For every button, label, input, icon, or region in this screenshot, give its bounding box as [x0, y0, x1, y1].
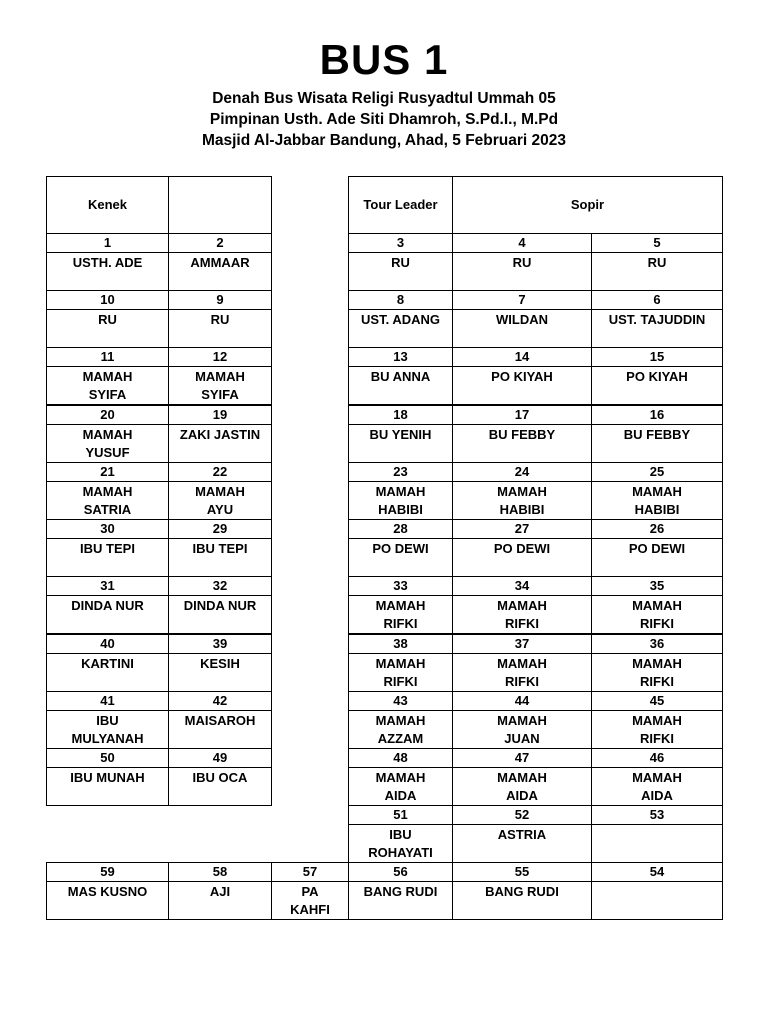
seat-occupant-name: RU [210, 312, 230, 327]
seat-occupant-cell [271, 881, 349, 920]
seat-occupant-cell [348, 309, 453, 348]
seat-occupant-cell [591, 767, 723, 806]
seat-occupant-name: AMMAAR [190, 255, 250, 270]
seat-number: 51 [348, 805, 453, 825]
seat-occupant-name: ZAKI JASTIN [179, 427, 261, 442]
seat-number: 48 [348, 748, 453, 768]
seat-occupant-cell [348, 653, 453, 692]
seat-occupant-name: MAMAH AYU [195, 484, 245, 517]
seat-number: 33 [348, 576, 453, 596]
seat-number: 28 [348, 519, 453, 539]
seat-occupant-name: MAMAH AIDA [632, 770, 682, 803]
seat-occupant-cell [452, 710, 592, 749]
seat-number: 56 [348, 862, 453, 882]
seat-occupant-cell [168, 252, 272, 291]
seat-number: 43 [348, 691, 453, 711]
seat-occupant-name: MAMAH HABIBI [375, 484, 426, 517]
seat-occupant-name: RU [391, 255, 410, 270]
seat-occupant-name: BU YENIH [369, 427, 432, 442]
seat-number: 32 [168, 576, 272, 596]
seat-occupant-name: BU FEBBY [488, 427, 556, 442]
seat-number: 17 [452, 405, 592, 425]
subtitle-line-1: Denah Bus Wisata Religi Rusyadtul Ummah 05 [212, 90, 556, 107]
seat-number: 41 [46, 691, 169, 711]
seat-occupant-name: MAMAH JUAN [497, 713, 547, 746]
seat-occupant-cell [591, 824, 723, 863]
seat-occupant-name: MAMAH SATRIA [82, 484, 133, 517]
seat-occupant-name: IBU TEPI [80, 541, 135, 556]
seat-occupant-name: UST. ADANG [361, 312, 440, 327]
seat-number: 55 [452, 862, 592, 882]
seat-number: 26 [591, 519, 723, 539]
seat-occupant-cell [168, 481, 272, 520]
seat-number: 47 [452, 748, 592, 768]
seat-number: 5 [591, 233, 723, 253]
seat-occupant-cell [46, 881, 169, 920]
seat-occupant-cell [591, 366, 723, 405]
seat-occupant-name: MAMAH RIFKI [632, 598, 682, 631]
seat-number: 10 [46, 290, 169, 310]
seat-occupant-name: MAMAH HABIBI [632, 484, 682, 517]
seat-occupant-cell [452, 595, 592, 634]
seat-occupant-cell [168, 309, 272, 348]
seat-occupant-name: MAMAH RIFKI [497, 598, 547, 631]
seat-occupant-name: AJI [209, 884, 231, 899]
seat-occupant-name: MAMAH SYIFA [82, 369, 133, 402]
seat-occupant-name: KESIH [200, 656, 240, 671]
seat-number: 59 [46, 862, 169, 882]
seat-number: 52 [452, 805, 592, 825]
seat-occupant-name: BU ANNA [370, 369, 431, 384]
seat-occupant-name: MAMAH RIFKI [497, 656, 547, 689]
seat-number: 4 [452, 233, 592, 253]
seat-number: 8 [348, 290, 453, 310]
seat-occupant-cell [348, 424, 453, 463]
seat-occupant-name: IBU MULYANAH [71, 713, 144, 746]
seat-occupant-cell [452, 481, 592, 520]
seat-occupant-name: BANG RUDI [363, 884, 438, 899]
seat-number: 42 [168, 691, 272, 711]
seat-number: 46 [591, 748, 723, 768]
seat-number: 25 [591, 462, 723, 482]
seat-number: 30 [46, 519, 169, 539]
seat-number: 7 [452, 290, 592, 310]
seat-number: 34 [452, 576, 592, 596]
seat-occupant-name: MAMAH RIFKI [632, 656, 682, 689]
seat-occupant-cell [348, 595, 453, 634]
seat-occupant-name: MAMAH SYIFA [195, 369, 245, 402]
seat-occupant-name: PO DEWI [493, 541, 551, 556]
seat-occupant-cell [46, 595, 169, 634]
seat-number: 9 [168, 290, 272, 310]
seat-occupant-cell [452, 767, 592, 806]
seat-occupant-name: PO DEWI [372, 541, 429, 556]
seat-number: 49 [168, 748, 272, 768]
seat-occupant-cell [168, 366, 272, 405]
seat-occupant-cell [591, 538, 723, 577]
seat-occupant-name: MAS KUSNO [67, 884, 148, 899]
seat-occupant-cell [591, 309, 723, 348]
seat-number: 18 [348, 405, 453, 425]
seat-occupant-cell [348, 538, 453, 577]
seat-number: 58 [168, 862, 272, 882]
seat-occupant-name: ASTRIA [497, 827, 547, 842]
seat-number: 20 [46, 405, 169, 425]
seat-occupant-cell [348, 252, 453, 291]
seat-occupant-name: PA KAHFI [290, 884, 330, 917]
seat-occupant-name: MAMAH YUSUF [82, 427, 133, 460]
seat-occupant-cell [591, 424, 723, 463]
seat-occupant-name: IBU OCA [192, 770, 248, 785]
seat-number: 22 [168, 462, 272, 482]
seat-occupant-name: DINDA NUR [183, 598, 257, 613]
seat-occupant-cell [348, 881, 453, 920]
seat-number: 1 [46, 233, 169, 253]
seat-number: 57 [271, 862, 349, 882]
seat-occupant-cell [168, 653, 272, 692]
page-title: BUS 1 [319, 36, 449, 83]
seat-number: 50 [46, 748, 169, 768]
seat-occupant-cell [591, 653, 723, 692]
seat-occupant-name: BANG RUDI [485, 884, 559, 899]
seat-occupant-cell [348, 366, 453, 405]
seat-number: 38 [348, 634, 453, 654]
seat-occupant-name: MAMAH HABIBI [497, 484, 547, 517]
seat-number: 45 [591, 691, 723, 711]
seat-occupant-name: UST. TAJUDDIN [608, 312, 706, 327]
seat-occupant-name: WILDAN [496, 312, 548, 327]
header-kenek: Kenek [46, 176, 169, 234]
seat-occupant-name: MAMAH RIFKI [375, 656, 426, 689]
seat-number: 37 [452, 634, 592, 654]
seat-number: 39 [168, 634, 272, 654]
seat-occupant-name: IBU TEPI [192, 541, 248, 556]
seat-occupant-cell [46, 767, 169, 806]
seat-occupant-cell [168, 595, 272, 634]
seat-occupant-cell [168, 881, 272, 920]
seat-number: 12 [168, 347, 272, 367]
seat-number: 14 [452, 347, 592, 367]
seat-number: 23 [348, 462, 453, 482]
seat-occupant-cell [46, 538, 169, 577]
seat-occupant-name: RU [647, 255, 667, 270]
seat-occupant-cell [452, 366, 592, 405]
seat-occupant-name: BU FEBBY [623, 427, 691, 442]
seat-number: 53 [591, 805, 723, 825]
seat-occupant-name: PO KIYAH [491, 369, 553, 384]
seat-occupant-name: DINDA NUR [71, 598, 144, 613]
seat-occupant-cell [348, 824, 453, 863]
subtitle-line-2: Pimpinan Usth. Ade Siti Dhamroh, S.Pd.I., M.Pd [209, 111, 559, 128]
seat-occupant-cell [348, 767, 453, 806]
seat-occupant-cell [452, 881, 592, 920]
seat-occupant-cell [46, 481, 169, 520]
seat-occupant-name: RU [98, 312, 117, 327]
seat-number: 13 [348, 347, 453, 367]
seat-occupant-cell [46, 309, 169, 348]
seat-number: 54 [591, 862, 723, 882]
seat-occupant-cell [591, 710, 723, 749]
seat-number: 36 [591, 634, 723, 654]
seat-occupant-cell [591, 481, 723, 520]
seat-number: 27 [452, 519, 592, 539]
seat-occupant-name: MAMAH RIFKI [375, 598, 426, 631]
seat-occupant-name: PO DEWI [628, 541, 686, 556]
seat-occupant-cell [168, 710, 272, 749]
seat-occupant-cell [168, 767, 272, 806]
seat-occupant-cell [348, 710, 453, 749]
seat-number: 2 [168, 233, 272, 253]
seat-occupant-name: MAMAH AIDA [497, 770, 547, 803]
seat-number: 15 [591, 347, 723, 367]
seat-occupant-name: IBU ROHAYATI [368, 827, 433, 860]
seat-occupant-name: IBU MUNAH [70, 770, 145, 785]
seat-number: 11 [46, 347, 169, 367]
seat-occupant-name: MAISAROH [184, 713, 256, 728]
seat-occupant-cell [168, 424, 272, 463]
seat-number: 29 [168, 519, 272, 539]
seat-occupant-cell [452, 538, 592, 577]
seat-occupant-cell [46, 252, 169, 291]
seat-occupant-cell [452, 309, 592, 348]
seat-occupant-cell [46, 653, 169, 692]
seat-occupant-name: RU [512, 255, 532, 270]
seat-occupant-cell [46, 424, 169, 463]
seat-occupant-name: MAMAH AZZAM [375, 713, 426, 746]
seat-occupant-cell [591, 595, 723, 634]
seat-occupant-name: MAMAH RIFKI [632, 713, 682, 746]
seat-occupant-cell [168, 538, 272, 577]
seat-number: 35 [591, 576, 723, 596]
seat-occupant-name: PO KIYAH [626, 369, 688, 384]
seat-occupant-cell [46, 366, 169, 405]
header-sopir: Sopir [452, 176, 723, 234]
seat-occupant-cell [452, 424, 592, 463]
header-empty-cell [168, 176, 272, 234]
seat-occupant-cell [452, 653, 592, 692]
seat-occupant-cell [452, 252, 592, 291]
seat-occupant-name: MAMAH AIDA [375, 770, 426, 803]
subtitle-line-3: Masjid Al-Jabbar Bandung, Ahad, 5 Februari 2023 [201, 132, 567, 149]
seat-number: 3 [348, 233, 453, 253]
seat-number: 6 [591, 290, 723, 310]
seat-number: 24 [452, 462, 592, 482]
seat-number: 16 [591, 405, 723, 425]
seat-number: 44 [452, 691, 592, 711]
seat-number: 19 [168, 405, 272, 425]
seat-number: 21 [46, 462, 169, 482]
seat-occupant-name: KARTINI [81, 656, 134, 671]
seat-occupant-name: USTH. ADE [72, 255, 143, 270]
seat-occupant-cell [591, 252, 723, 291]
header-tour-leader: Tour Leader [348, 176, 453, 234]
seat-occupant-cell [452, 824, 592, 863]
seat-occupant-cell [348, 481, 453, 520]
seat-occupant-cell [591, 881, 723, 920]
seat-number: 31 [46, 576, 169, 596]
seat-occupant-cell [46, 710, 169, 749]
seat-number: 40 [46, 634, 169, 654]
